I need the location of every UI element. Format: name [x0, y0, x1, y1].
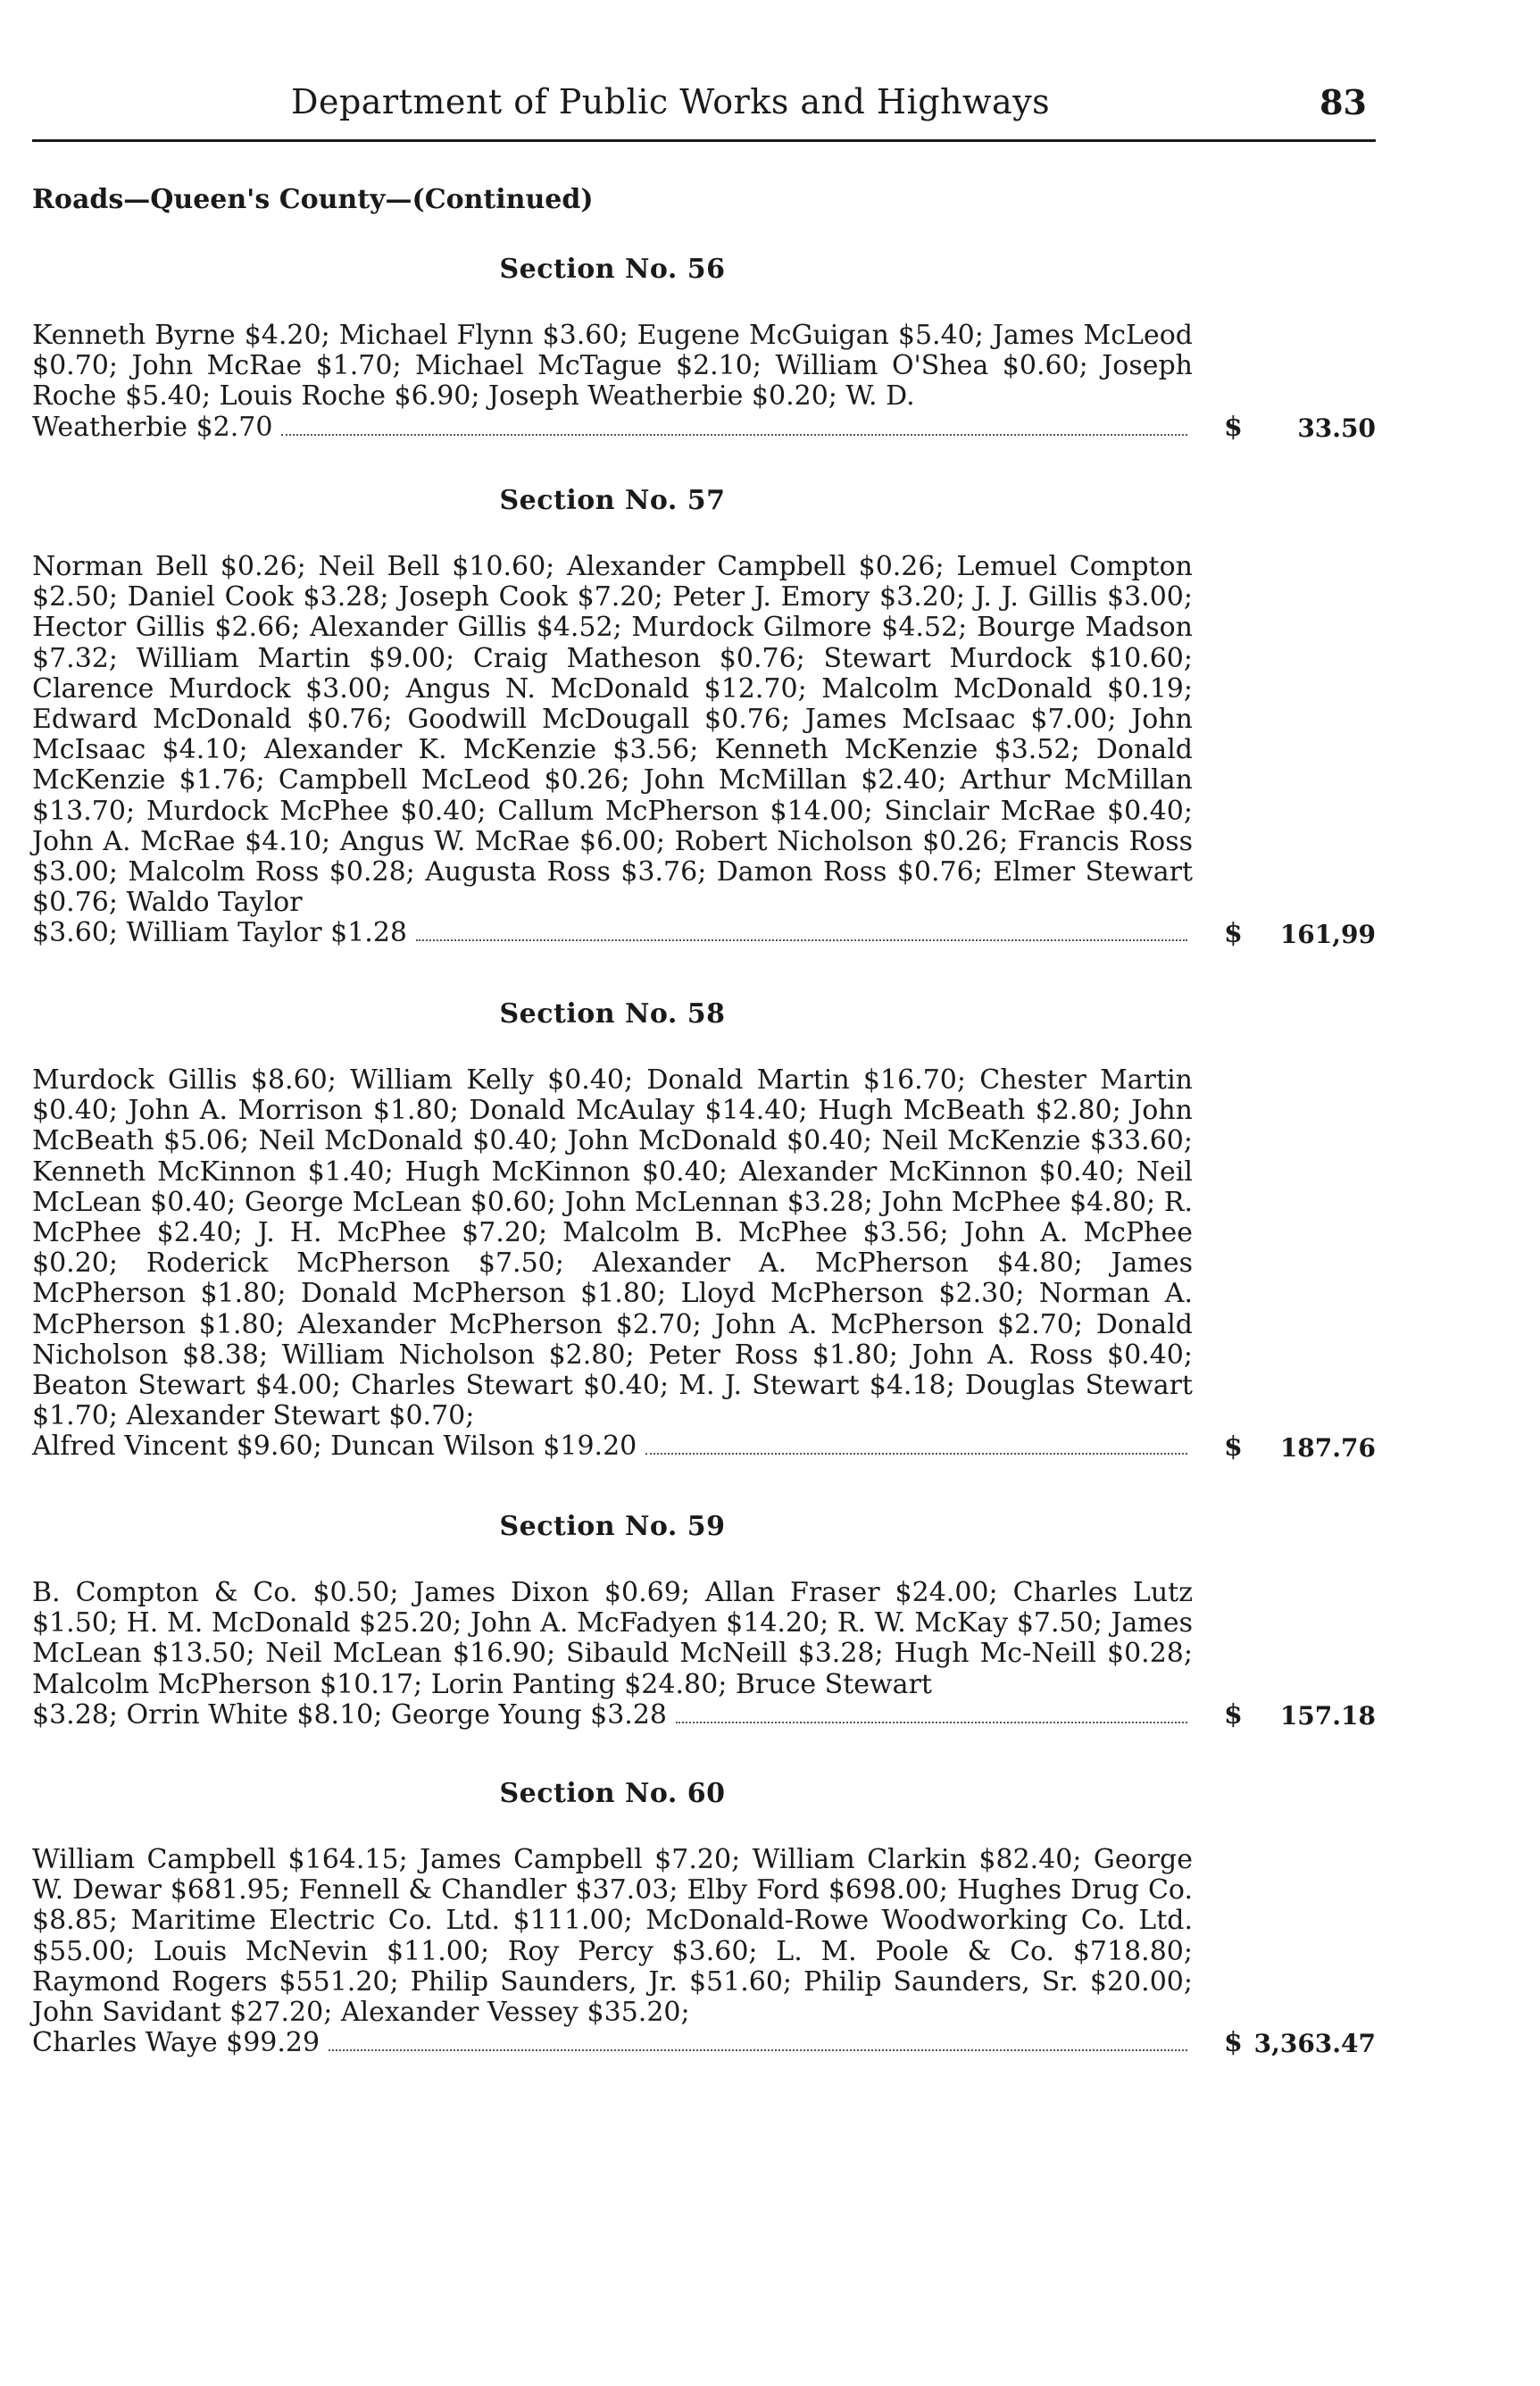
- section-title: Section No. 56: [499, 254, 726, 285]
- section-title: Section No. 58: [499, 998, 726, 1030]
- total-dollar-sign: $: [1224, 917, 1243, 949]
- running-head: Roads—Queen's County—(Continued): [32, 184, 594, 215]
- section-57: [32, 485, 1376, 949]
- dot-leader: [281, 434, 1187, 436]
- page-header: [32, 82, 1376, 142]
- page-title: Department of Public Works and Highways: [291, 82, 1051, 121]
- section-total: 157.18: [1279, 1701, 1376, 1731]
- total-dollar-sign: $: [1224, 2027, 1243, 2059]
- total-dollar-sign: $: [1224, 411, 1243, 443]
- entry-last-line: [32, 1431, 1193, 1462]
- section-body: [32, 1845, 1193, 2058]
- entry-last-text: Charles Waye $99.29: [32, 2027, 320, 2059]
- entry-text: William Campbell $164.15; James Campbell $7.20; William Clarkin $82.40; George W. Dewar $681.95; Fennell & Chandler $37.03; Elby Ford $698.00; Hughes Drug Co. $8.85; Maritime Electric Co. Ltd. $111.00; McDonald-Rowe Woodworking Co. Ltd. $55.00; Louis McNevin $11.00; Roy Percy $3.60; L. M. Poole & Co. $718.80; Raymond Rogers $551.20; Philip Saunders, Jr. $51.60; Philip Saunders, Sr. $20.00; John Savidant $27.20; Alexander Vessey $35.20;: [32, 1844, 1193, 2029]
- section-body: [32, 552, 1193, 949]
- section-total: 33.50: [1297, 413, 1376, 443]
- section-title: Section No. 59: [499, 1511, 726, 1542]
- entry-last-text: Alfred Vincent $9.60; Duncan Wilson $19.20: [32, 1431, 637, 1463]
- section-total: 187.76: [1279, 1432, 1376, 1463]
- dot-leader: [676, 1722, 1187, 1723]
- entry-last-line: [32, 413, 1193, 443]
- dot-leader: [416, 939, 1187, 941]
- entry-last-text: Weatherbie $2.70: [32, 411, 273, 443]
- section-59: [32, 1511, 1376, 1731]
- entry-last-text: $3.60; William Taylor $1.28: [32, 917, 408, 949]
- entry-text: Murdock Gillis $8.60; William Kelly $0.40; Donald Martin $16.70; Chester Martin $0.40; John A. Morrison $1.80; Donald McAulay $14.40; Hugh McBeath $2.80; John McBeath $5.06; Neil McDonald $0.40; John McDonald $0.40; Neil McKenzie $33.60; Kenneth McKinnon $1.40; Hugh McKinnon $0.40; Alexander McKinnon $0.40; Neil McLean $0.40; George McLean $0.60; John McLennan $3.28; John McPhee $4.80; R. McPhee $2.40; J. H. McPhee $7.20; Malcolm B. McPhee $3.56; John A. McPhee $0.20; Roderick McPherson $7.50; Alexander A. McPherson $4.80; James McPherson $1.80; Donald McPherson $1.80; Lloyd McPherson $2.30; Norman A. McPherson $1.80; Alexander McPherson $2.70; John A. McPherson $2.70; Donald Nicholson $8.38; William Nicholson $2.80; Peter Ross $1.80; John A. Ross $0.40; Beaton Stewart $4.00; Charles Stewart $0.40; M. J. Stewart $4.18; Douglas Stewart $1.70; Alexander Stewart $0.70;: [32, 1064, 1193, 1432]
- total-dollar-sign: $: [1224, 1699, 1243, 1731]
- entry-text: Kenneth Byrne $4.20; Michael Flynn $3.60; Eugene McGuigan $5.40; James McLeod $0.70; John McRae $1.70; Michael McTague $2.10; William O'Shea $0.60; Joseph Roche $5.40; Louis Roche $6.90; Joseph Weatherbie $0.20; W. D.: [32, 320, 1193, 413]
- section-title: Section No. 60: [499, 1778, 726, 1809]
- entry-text: B. Compton & Co. $0.50; James Dixon $0.69; Allan Fraser $24.00; Charles Lutz $1.50; H. M. McDonald $25.20; John A. McFadyen $14.20; R. W. McKay $7.50; James McLean $13.50; Neil McLean $16.90; Sibauld McNeill $3.28; Hugh Mc-Neill $0.28; Malcolm McPherson $10.17; Lorin Panting $24.80; Bruce Stewart: [32, 1577, 1193, 1700]
- section-58: [32, 998, 1376, 1463]
- entry-text: Norman Bell $0.26; Neil Bell $10.60; Alexander Campbell $0.26; Lemuel Compton $2.50; Daniel Cook $3.28; Joseph Cook $7.20; Peter J. Emory $3.20; J. J. Gillis $3.00; Hector Gillis $2.66; Alexander Gillis $4.52; Murdock Gilmore $4.52; Bourge Madson $7.32; William Martin $9.00; Craig Matheson $0.76; Stewart Murdock $10.60; Clarence Murdock $3.00; Angus N. McDonald $12.70; Malcolm McDonald $0.19; Edward McDonald $0.76; Goodwill McDougall $0.76; James McIsaac $7.00; John McIsaac $4.10; Alexander K. McKenzie $3.56; Kenneth McKenzie $3.52; Donald McKenzie $1.76; Campbell McLeod $0.26; John McMillan $2.40; Arthur McMillan $13.70; Murdock McPhee $0.40; Callum McPherson $14.00; Sinclair McRae $0.40; John A. McRae $4.10; Angus W. McRae $6.00; Robert Nicholson $0.26; Francis Ross $3.00; Malcolm Ross $0.28; Augusta Ross $3.76; Damon Ross $0.76; Elmer Stewart $0.76; Waldo Taylor: [32, 551, 1193, 919]
- section-56: [32, 254, 1376, 443]
- entry-last-line: [32, 2028, 1193, 2058]
- total-dollar-sign: $: [1224, 1431, 1243, 1463]
- entry-last-line: [32, 918, 1193, 948]
- dot-leader: [645, 1453, 1187, 1455]
- section-60: [32, 1778, 1376, 2058]
- dot-leader: [329, 2049, 1187, 2051]
- section-body: [32, 1578, 1193, 1731]
- section-total: 161,99: [1279, 919, 1376, 949]
- section-total: 3,363.47: [1253, 2029, 1376, 2059]
- entry-last-text: $3.28; Orrin White $8.10; George Young $3.28: [32, 1698, 668, 1731]
- section-title: Section No. 57: [499, 485, 726, 516]
- page-number: 83: [1319, 82, 1367, 122]
- section-body: [32, 321, 1193, 443]
- section-body: [32, 1065, 1193, 1463]
- entry-last-line: [32, 1700, 1193, 1731]
